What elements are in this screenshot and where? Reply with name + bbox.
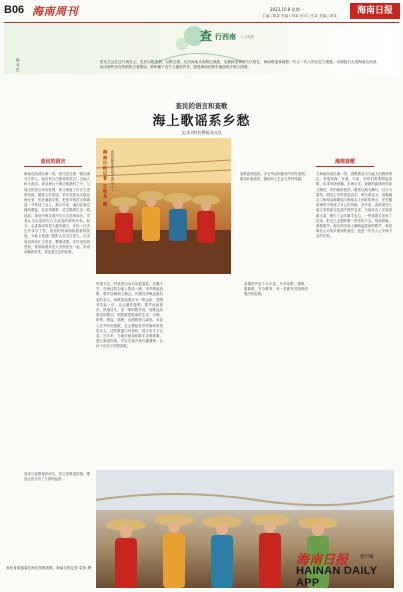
photo-credit-vertical: 海南日报记者 王程龙 摄 <box>103 150 108 207</box>
banner-word: 查 <box>200 29 213 43</box>
main-photo <box>96 138 231 274</box>
article-byline: 文/本刊特约撰稿 陈光良 <box>181 130 222 135</box>
masthead-logo: 海南日报 <box>350 3 400 19</box>
body-column-left-end: 查话与查歌相伴而生，语言是歌谣的根，歌谣让语言有了生命的温度。 <box>24 472 90 482</box>
body-column-left: 海南岛西部沿海一带，世代居住着一群以海为生的人。他们有自己独特的语言，当地人称为查话。查话流行于海边的渔村之中，与周边的语言均有差别，却又保留了许多古老的音韵。据老人们讲述，早年先民从大陆沿海迁来，在此落地生根，把家乡的语言和歌谣一并带到了岛上。数百年来，他们在海边捕鱼晒盐，在田里耕种，语言随着生活一同延续。查话中保存着许多古汉语的读音，学者认为这是研究方言演变的珍贵材料。如今，会讲查话的老人越来越少，年轻一代多在外求学工作，查话的传承面临着新的挑战。当地文化部门组织人员走访老人，记录查话的词汇与发音，整理成册。在村里的祠堂前，常常能看到老人们围坐在一起，用查话聊着家常，讲述着过去的故事。 <box>24 172 90 255</box>
issue-date: 2023.10.8 星期一 <box>270 7 304 12</box>
body-column-mid-top: 查歌旋律悠扬，多在劳动间隙和节庆时演唱，歌词朴素真挚，描绘海上生活与乡村风貌。 <box>240 172 308 182</box>
editor-note-char: 者 <box>16 63 20 67</box>
page-number: B06 <box>4 4 25 16</box>
bottom-photo-caption: 查民身着盛装在海边传唱查歌。海南日报记者 袁琛 摄 <box>6 566 91 570</box>
editor-note-char: 按 <box>16 68 20 72</box>
footer-logo-sub: 客户端 <box>360 555 374 560</box>
banner-subtag: 人文风物 <box>240 35 254 39</box>
main-photo-figures <box>96 138 231 274</box>
banner-tag: 行西南 <box>215 33 236 41</box>
article-subtitle: 查民的语言和查歌 <box>175 102 228 110</box>
editor-note <box>16 58 19 73</box>
body-column-mid: 每逢节庆，村里的妇女们身着盛装，头戴斗笠，在海边的空地上围成一圈，齐声唱起查歌。歌声从海面上飘过，仿佛在呼唤远航归来的亲人。查歌的曲调多为一唱众和，领唱者先起一句，众人随后接唱，歌声此起彼伏，热闹非凡。老一辈的歌手说，查歌没有固定的歌词，唱的都是眼前的生活：出海、织网、晒盐、插秧，也唱相思与离别。年轻人在外听到查歌，总会想起家乡的海和家里的亲人。这些歌谣口耳相传，很少有文字记录。近年来，当地开始组织歌手录制查歌，建立歌谣档案，并在学校开设兴趣课程，让孩子们从小学唱查歌。 <box>96 282 163 349</box>
intro-paragraph: 世代生活在这片海岛上，先民以歌传情，以歌记事。从田间地头到海边渔港，从婚嫁喜事到节庆祭礼，海南歌谣承载着一代又一代人的记忆与情感。本期我们走进海南岛西部，探寻那些仍在传唱的古老歌谣，聆听属于这片土地的声音，感受海南民歌中流淌的乡愁与深情。 <box>100 60 380 70</box>
editor-credits: 主编 | 陈某 责编 | 林某 校对 | 张某 美编 | 黄某 <box>262 14 337 18</box>
body-column-right: 在海南西部沿海一带，查歌被视为当地人的精神寄托。每逢祭海、开渔、丰收，村民们都要唱起查歌，祈求风调雨顺、出海平安。查歌的曲调有的高亢嘹亮，有的婉转低回，歌者以海为舞台，以天为幕布，唱出心中的喜怒哀乐。研究者认为，查歌融合了闽粤沿海歌谣与海南本土民歌的特点，在长期的流传中形成了自己的风格。近年来，查歌被列入地方非物质文化遗产保护名录，当地举办了多届查歌大赛，吸引了众多歌手参与。一些老歌手还收了徒弟，把自己会唱的歌一首首传下去。每到傍晚，渔船靠岸，海边的空地上便响起悠扬的歌声，那是海岛人对故乡最深的眷恋，也是一代代人心中抹不去的乡愁。 <box>316 172 392 239</box>
section-heading-right: 海南查歌 <box>316 158 374 167</box>
section-heading-left: 查民的语言 <box>24 158 82 167</box>
header-rule <box>4 22 399 23</box>
photo-caption-vertical: 查民的歌谣传唱于海岛之上 <box>110 150 114 191</box>
footer-english-name: HAINAN DAILY APP <box>296 565 378 589</box>
column-name: 海南周刊 <box>32 6 78 18</box>
body-column-mid-right: 查歌的内容十分丰富，有劳动歌、情歌、婚嫁歌、节令歌等，每一类都有其独特的唱法和腔调。 <box>244 282 308 297</box>
footer-logo: 海南日报 <box>296 553 349 568</box>
article-title: 海上歌谣系乡愁 <box>152 114 251 129</box>
editor-note-char: 编 <box>16 58 20 62</box>
